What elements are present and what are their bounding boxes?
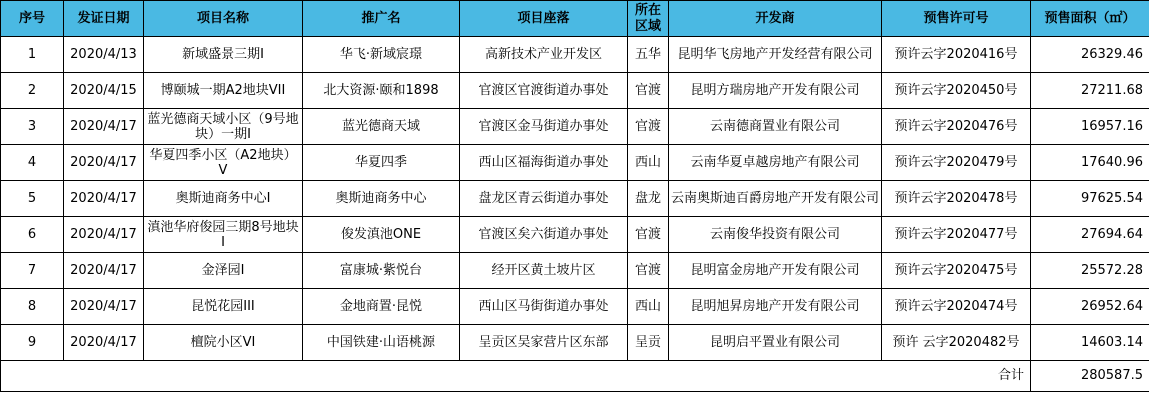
cell-index: 3 — [1, 109, 64, 145]
cell-location: 经开区黄土坡片区 — [460, 253, 628, 289]
cell-index: 4 — [1, 145, 64, 181]
table-row — [1, 181, 1149, 217]
table-row — [1, 73, 1149, 109]
header-permit-no: 预售许可号 — [882, 1, 1031, 37]
cell-district: 官渡 — [628, 253, 669, 289]
cell-promo-name: 华飞·新域宸璟 — [303, 37, 460, 73]
header-issue-date: 发证日期 — [64, 1, 144, 37]
cell-permit-no: 预许云字2020475号 — [882, 253, 1031, 289]
cell-district: 官渡 — [628, 217, 669, 253]
cell-presale-area: 97625.54 — [1031, 181, 1149, 217]
cell-project-name: 华夏四季小区（A2地块）V — [144, 145, 303, 181]
cell-index: 7 — [1, 253, 64, 289]
cell-district: 五华 — [628, 37, 669, 73]
cell-project-name: 檀院小区VI — [144, 325, 303, 361]
cell-index: 6 — [1, 217, 64, 253]
cell-project-name: 昆悦花园III — [144, 289, 303, 325]
cell-permit-no: 预许云字2020478号 — [882, 181, 1031, 217]
cell-location: 高新技术产业开发区 — [460, 37, 628, 73]
header-promo-name: 推广名 — [303, 1, 460, 37]
cell-permit-no: 预许云字2020479号 — [882, 145, 1031, 181]
cell-presale-area: 27694.64 — [1031, 217, 1149, 253]
cell-project-name: 蓝光德商天域小区（9号地块）一期I — [144, 109, 303, 145]
header-developer: 开发商 — [669, 1, 882, 37]
cell-issue-date: 2020/4/17 — [64, 217, 144, 253]
header-project-name: 项目名称 — [144, 1, 303, 37]
cell-index: 9 — [1, 325, 64, 361]
table-row — [1, 217, 1149, 253]
cell-location: 呈贡区吴家营片区东部 — [460, 325, 628, 361]
total-row — [1, 361, 1149, 392]
cell-promo-name: 华夏四季 — [303, 145, 460, 181]
cell-index: 8 — [1, 289, 64, 325]
cell-promo-name: 中国铁建·山语桃源 — [303, 325, 460, 361]
table-row — [1, 37, 1149, 73]
header-district: 所在区域 — [628, 1, 669, 37]
cell-developer: 昆明华飞房地产开发经营有限公司 — [669, 37, 882, 73]
cell-district: 西山 — [628, 289, 669, 325]
cell-presale-area: 16957.16 — [1031, 109, 1149, 145]
cell-project-name: 金泽园I — [144, 253, 303, 289]
header-row — [1, 1, 1149, 37]
cell-developer: 昆明方瑞房地产开发有限公司 — [669, 73, 882, 109]
cell-promo-name: 奥斯迪商务中心 — [303, 181, 460, 217]
cell-district: 官渡 — [628, 73, 669, 109]
cell-project-name: 奥斯迪商务中心I — [144, 181, 303, 217]
table-body — [1, 37, 1149, 361]
cell-project-name: 新域盛景三期I — [144, 37, 303, 73]
cell-issue-date: 2020/4/15 — [64, 73, 144, 109]
cell-permit-no: 预许云字2020477号 — [882, 217, 1031, 253]
cell-developer: 云南奥斯迪百爵房地产开发有限公司 — [669, 181, 882, 217]
cell-issue-date: 2020/4/17 — [64, 181, 144, 217]
cell-promo-name: 富康城·紫悦台 — [303, 253, 460, 289]
cell-permit-no: 预许云字2020474号 — [882, 289, 1031, 325]
cell-issue-date: 2020/4/17 — [64, 109, 144, 145]
table-row — [1, 109, 1149, 145]
cell-index: 5 — [1, 181, 64, 217]
cell-index: 1 — [1, 37, 64, 73]
header-index: 序号 — [1, 1, 64, 37]
cell-promo-name: 北大资源·颐和1898 — [303, 73, 460, 109]
cell-developer: 云南德商置业有限公司 — [669, 109, 882, 145]
cell-permit-no: 预许云字2020450号 — [882, 73, 1031, 109]
cell-permit-no: 预许云字2020416号 — [882, 37, 1031, 73]
cell-presale-area: 14603.14 — [1031, 325, 1149, 361]
cell-location: 官渡区官渡街道办事处 — [460, 73, 628, 109]
cell-project-name: 滇池华府俊园三期8号地块I — [144, 217, 303, 253]
cell-location: 西山区福海街道办事处 — [460, 145, 628, 181]
cell-issue-date: 2020/4/13 — [64, 37, 144, 73]
cell-developer: 云南华夏卓越房地产有限公司 — [669, 145, 882, 181]
cell-location: 盘龙区青云街道办事处 — [460, 181, 628, 217]
cell-project-name: 博颐城一期A2地块VII — [144, 73, 303, 109]
header-presale-area: 预售面积（㎡） — [1031, 1, 1149, 37]
cell-presale-area: 26329.46 — [1031, 37, 1149, 73]
table-row — [1, 289, 1149, 325]
cell-district: 西山 — [628, 145, 669, 181]
cell-issue-date: 2020/4/17 — [64, 289, 144, 325]
cell-presale-area: 25572.28 — [1031, 253, 1149, 289]
cell-permit-no: 预许 云字2020482号 — [882, 325, 1031, 361]
cell-district: 官渡 — [628, 109, 669, 145]
total-label: 合计 — [1, 361, 1031, 392]
cell-issue-date: 2020/4/17 — [64, 145, 144, 181]
cell-issue-date: 2020/4/17 — [64, 253, 144, 289]
cell-location: 西山区马街街道办事处 — [460, 289, 628, 325]
table-row — [1, 325, 1149, 361]
cell-presale-area: 26952.64 — [1031, 289, 1149, 325]
cell-developer: 昆明富金房地产开发有限公司 — [669, 253, 882, 289]
table-row — [1, 145, 1149, 181]
cell-index: 2 — [1, 73, 64, 109]
cell-permit-no: 预许云字2020476号 — [882, 109, 1031, 145]
cell-district: 呈贡 — [628, 325, 669, 361]
table-row — [1, 253, 1149, 289]
cell-promo-name: 金地商置·昆悦 — [303, 289, 460, 325]
cell-presale-area: 17640.96 — [1031, 145, 1149, 181]
cell-presale-area: 27211.68 — [1031, 73, 1149, 109]
cell-promo-name: 俊发滇池ONE — [303, 217, 460, 253]
cell-district: 盘龙 — [628, 181, 669, 217]
cell-location: 官渡区矣六街道办事处 — [460, 217, 628, 253]
total-value: 280587.5 — [1031, 361, 1149, 392]
cell-developer: 昆明启平置业有限公司 — [669, 325, 882, 361]
cell-developer: 云南俊华投资有限公司 — [669, 217, 882, 253]
cell-location: 官渡区金马街道办事处 — [460, 109, 628, 145]
header-location: 项目座落 — [460, 1, 628, 37]
cell-issue-date: 2020/4/17 — [64, 325, 144, 361]
cell-promo-name: 蓝光德商天域 — [303, 109, 460, 145]
cell-developer: 昆明旭昇房地产开发有限公司 — [669, 289, 882, 325]
